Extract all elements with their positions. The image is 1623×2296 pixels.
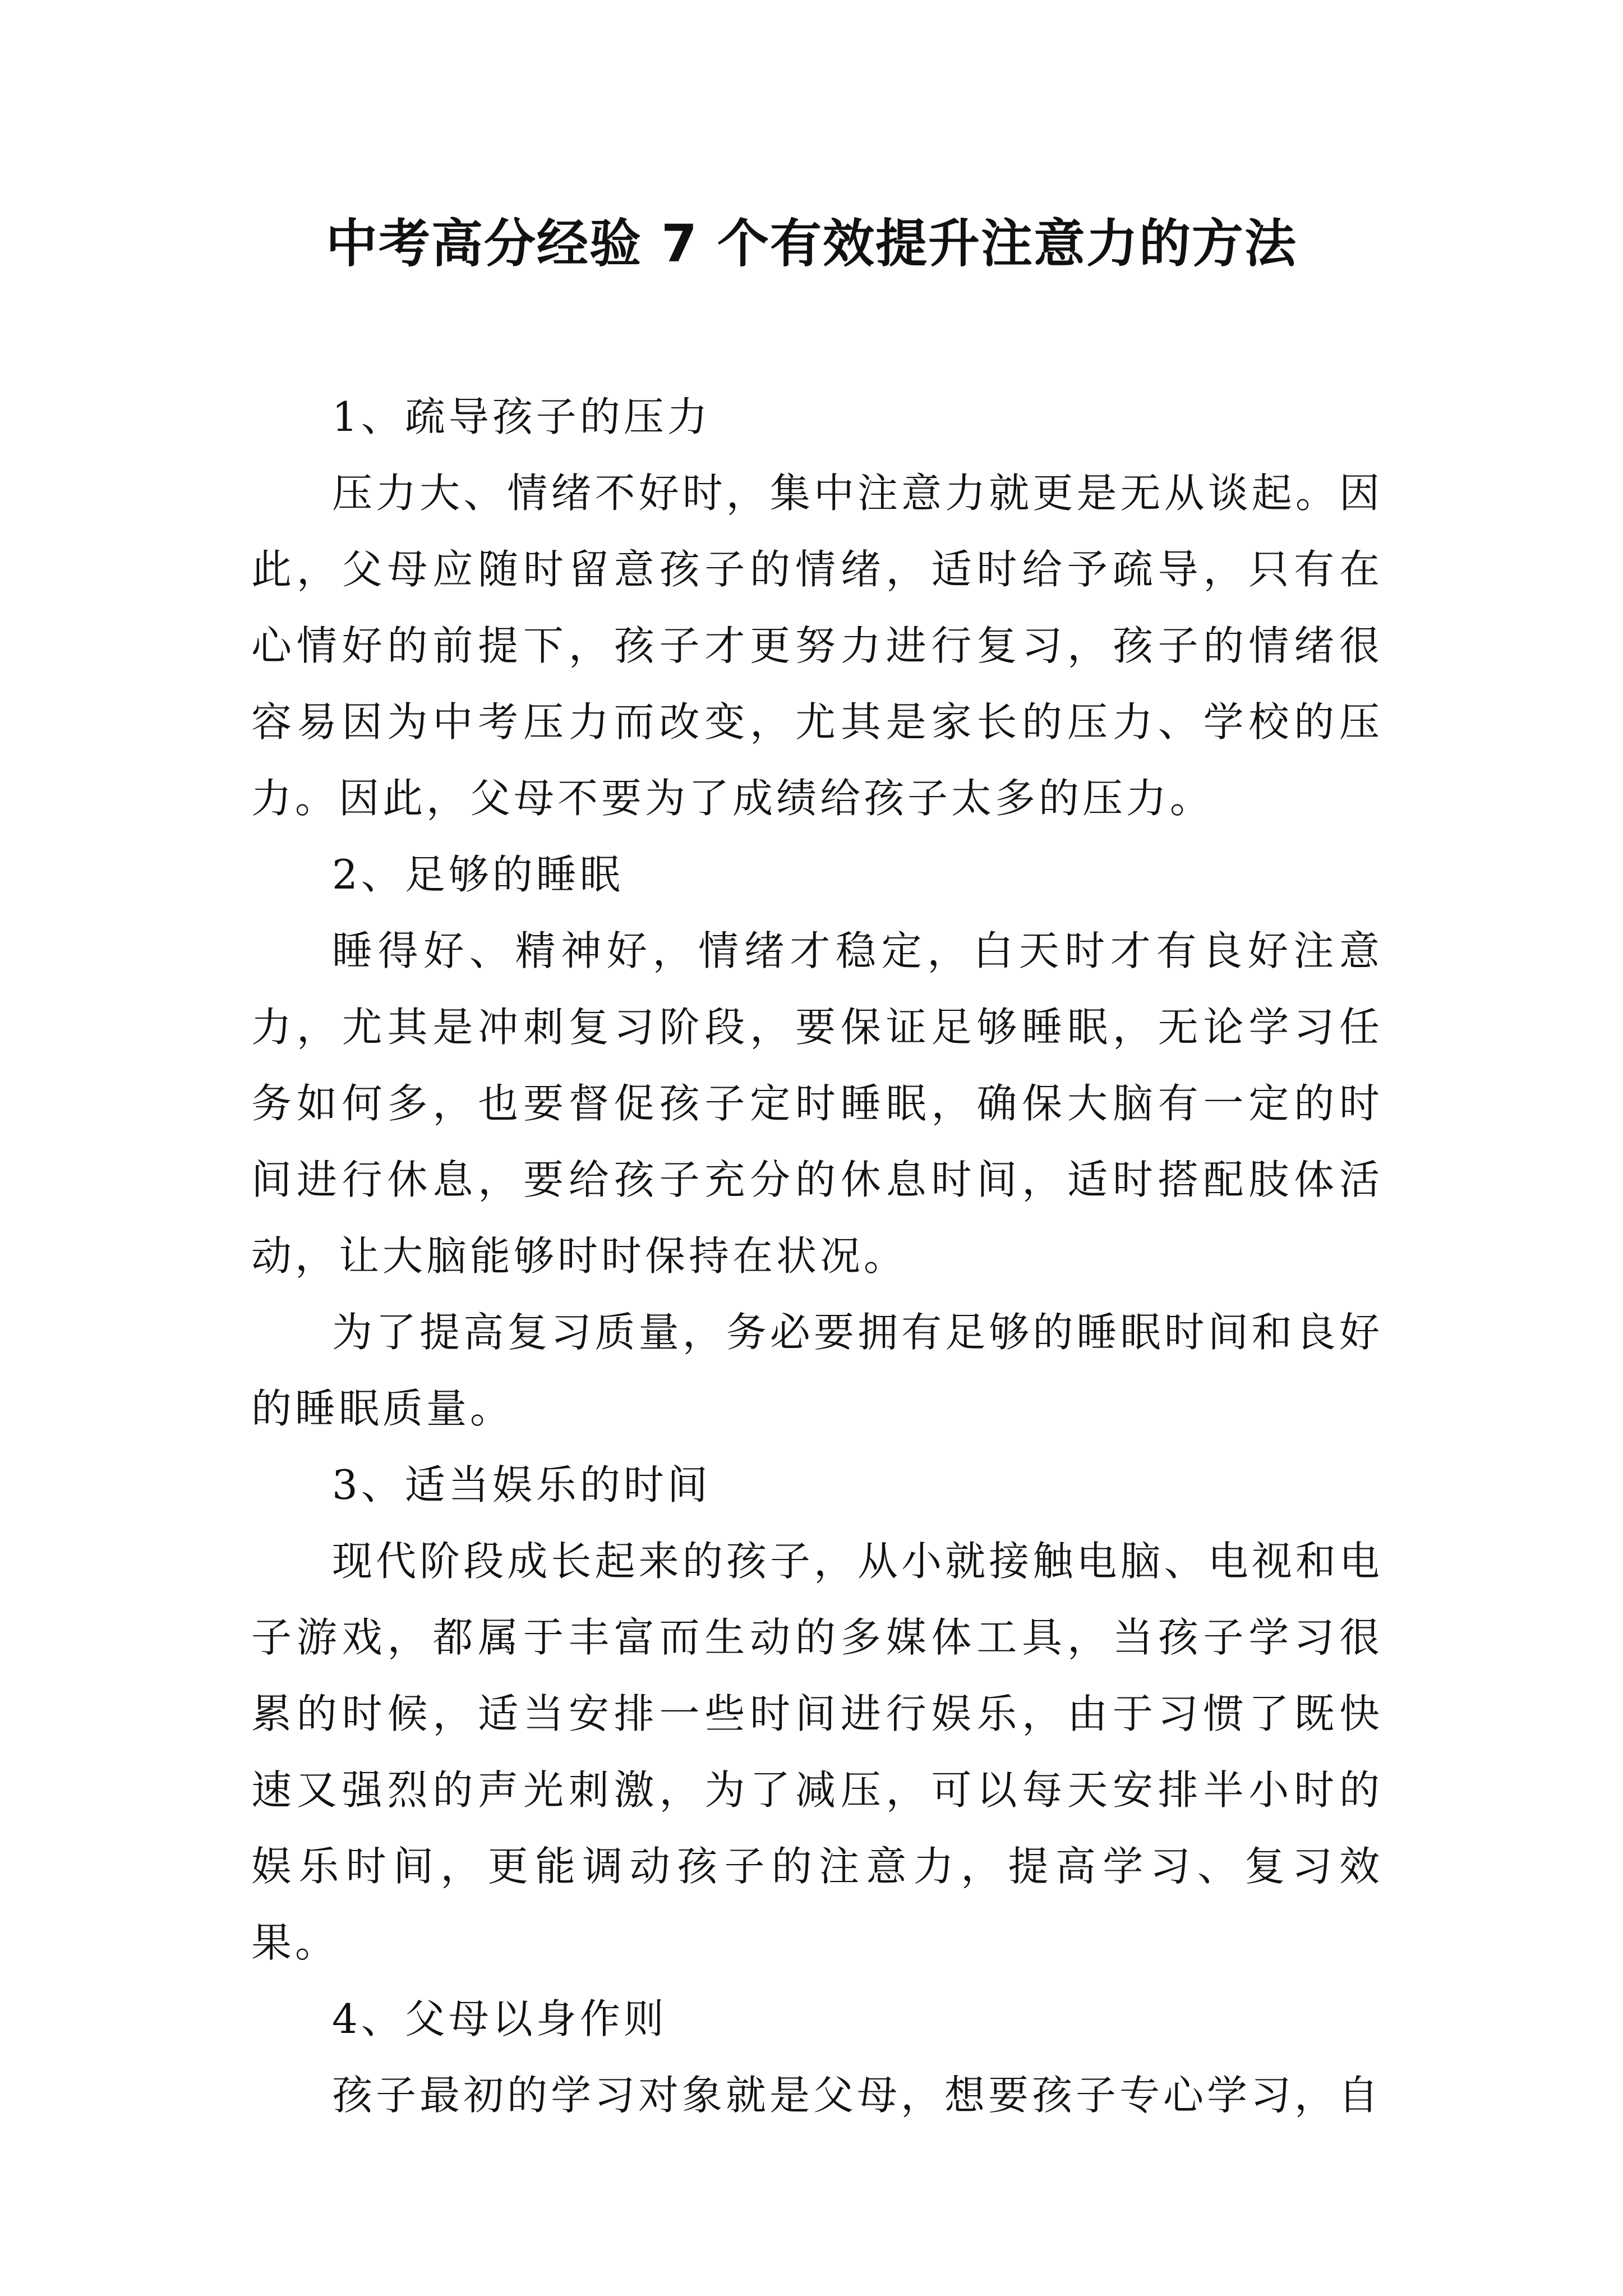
paragraph-entertainment: 现代阶段成长起来的孩子，从小就接触电脑、电视和电子游戏，都属于丰富而生动的多媒体工具，当孩子学习很累的时候，适当安排一些时间进行娱乐，由于习惯了既快速又强烈的声光刺激，为了减压，可以每天安排半小时的娱乐时间，更能调动孩子的注意力，提高学习、复习效果。 <box>251 1538 1383 1966</box>
document-title: 中考高分经验 7 个有效提升注意力的方法 <box>325 214 1298 274</box>
section-heading-3: 3、适当娱乐的时间 <box>332 1461 711 1508</box>
section-heading-1: 1、疏导孩子的压力 <box>332 393 711 440</box>
paragraph-sleep: 睡得好、精神好，情绪才稳定，白天时才有良好注意力，尤其是冲刺复习阶段，要保证足够睡眠，无论学习任务如何多，也要督促孩子定时睡眠，确保大脑有一定的时间进行休息，要给孩子充分的休息时间，适时搭配肢体活动，让大脑能够时时保持在状况。 <box>251 927 1383 1280</box>
paragraph-sleep-quality: 为了提高复习质量，务必要拥有足够的睡眠时间和良好的睡眠质量。 <box>251 1309 1383 1432</box>
section-heading-4: 4、父母以身作则 <box>332 1995 667 2042</box>
section-heading-2: 2、足够的睡眠 <box>332 851 624 898</box>
paragraph-parents: 孩子最初的学习对象就是父母，想要孩子专心学习，自 <box>332 2072 1382 2119</box>
document-body <box>251 379 1383 2133</box>
paragraph-stress: 压力大、情绪不好时，集中注意力就更是无从谈起。因此，父母应随时留意孩子的情绪，适时给予疏导，只有在心情好的前提下，孩子才更努力进行复习，孩子的情绪很容易因为中考压力而改变，尤其是家长的压力、学校的压力。因此，父母不要为了成绩给孩子太多的压力。 <box>251 470 1383 822</box>
